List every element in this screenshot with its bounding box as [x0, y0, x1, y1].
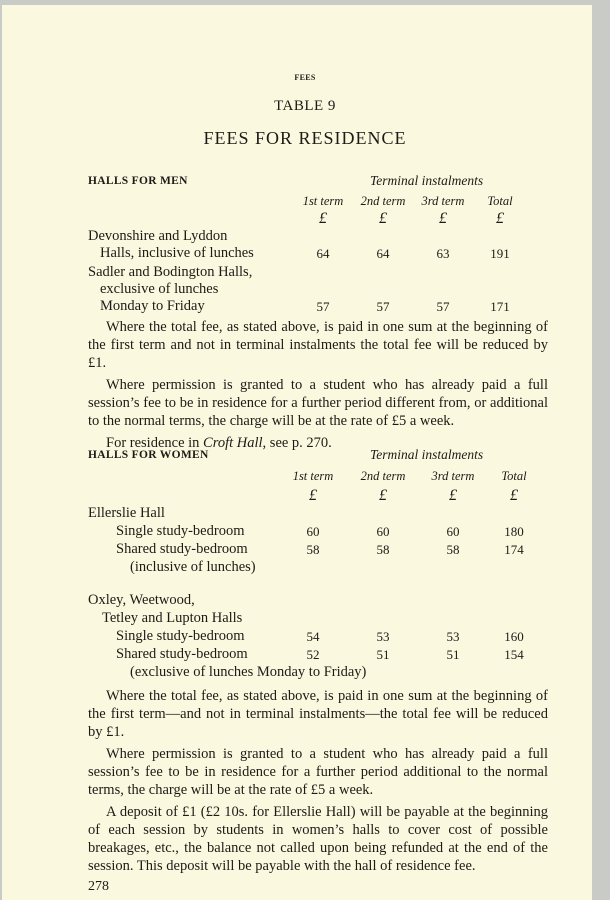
women-note-lump-sum: Where the total fee, as stated above, is paid in one sum at the beginning of the first term—and not in terminal instalments—the total fee will be reduced by £1. [88, 688, 548, 740]
men-row-2-label-line-3: Monday to Friday [100, 298, 205, 314]
ellerslie-single-3rd-term: 60 [446, 524, 460, 539]
table-title: FEES FOR RESIDENCE [203, 128, 407, 148]
running-head: FEES [294, 73, 316, 82]
ellerslie-footnote: (inclusive of lunches) [130, 559, 256, 575]
croft-hall-link: Croft Hall [203, 435, 263, 451]
oxley-group-name-line-2: Tetley and Lupton Halls [102, 610, 243, 626]
oxley-single-label: Single study-bedroom [116, 628, 245, 644]
oxley-shared-2nd-term: 51 [376, 647, 390, 662]
oxley-shared-3rd-term: 51 [446, 647, 460, 662]
men-note-lump-sum: Where the total fee, as stated above, is paid in one sum at the beginning of the first term and not in terminal instalments the total fee will be reduced by £1. [88, 319, 548, 371]
men-row-1-total: 191 [490, 246, 510, 261]
ellerslie-shared-2nd-term: 58 [376, 542, 390, 557]
oxley-single-3rd-term: 53 [446, 629, 460, 644]
ellerslie-single-1st-term: 60 [306, 524, 320, 539]
men-row-2-2nd-term: 57 [376, 299, 390, 314]
men-row-1-1st-term: 64 [316, 246, 330, 261]
men-col-1st-term: 1st term [302, 194, 344, 208]
oxley-single-2nd-term: 53 [376, 629, 390, 644]
men-row-2-label-line-1: Sadler and Bodington Halls, [88, 264, 253, 280]
men-row-1-label-line-1: Devonshire and Lyddon [88, 228, 228, 244]
men-currency-2: £ [379, 210, 387, 227]
men-group-header: Terminal instalments [370, 173, 484, 188]
men-col-total: Total [487, 194, 513, 208]
women-currency-total: £ [510, 487, 518, 504]
oxley-group-name-line-1: Oxley, Weetwood, [88, 592, 195, 608]
oxley-single-total: 160 [504, 629, 524, 644]
ellerslie-shared-label: Shared study-bedroom [116, 541, 248, 557]
men-col-3rd-term: 3rd term [421, 194, 465, 208]
oxley-shared-label: Shared study-bedroom [116, 646, 248, 662]
women-note-extra-residence: Where permission is granted to a student who has already paid a full session’s fee to be in residence for a further period additional to the normal terms, the charge will be at the rate of £5 a week. [88, 746, 548, 798]
men-row-1-label-line-2: Halls, inclusive of lunches [100, 245, 254, 261]
ellerslie-single-2nd-term: 60 [376, 524, 390, 539]
ellerslie-hall-name: Ellerslie Hall [88, 505, 165, 521]
women-currency-2: £ [379, 487, 387, 504]
men-section-heading: HALLS FOR MEN [88, 175, 188, 187]
ellerslie-shared-1st-term: 58 [306, 542, 320, 557]
table-number: TABLE 9 [274, 98, 336, 114]
men-row-2-total: 171 [490, 299, 510, 314]
croft-hall-note: For residence in Croft Hall, see p. 270. [106, 435, 332, 451]
oxley-shared-total: 154 [504, 647, 524, 662]
women-col-2nd-term: 2nd term [360, 469, 406, 483]
women-currency-1: £ [309, 487, 317, 504]
women-group-header: Terminal instalments [370, 447, 484, 462]
ellerslie-shared-total: 174 [504, 542, 524, 557]
women-col-3rd-term: 3rd term [431, 469, 475, 483]
women-col-total: Total [501, 469, 527, 483]
men-col-2nd-term: 2nd term [360, 194, 406, 208]
ellerslie-single-total: 180 [504, 524, 524, 539]
women-col-1st-term: 1st term [292, 469, 334, 483]
men-row-2-3rd-term: 57 [436, 299, 450, 314]
ellerslie-single-label: Single study-bedroom [116, 523, 245, 539]
page-number: 278 [88, 879, 109, 894]
men-currency-3: £ [439, 210, 447, 227]
men-row-2-1st-term: 57 [316, 299, 330, 314]
men-currency-total: £ [496, 210, 504, 227]
oxley-footnote: (exclusive of lunches Monday to Friday) [130, 664, 367, 680]
oxley-shared-1st-term: 52 [306, 647, 320, 662]
men-currency-1: £ [319, 210, 327, 227]
men-row-1-3rd-term: 63 [436, 246, 450, 261]
oxley-single-1st-term: 54 [306, 629, 320, 644]
ellerslie-shared-3rd-term: 58 [446, 542, 460, 557]
men-row-1-2nd-term: 64 [376, 246, 390, 261]
women-note-deposit: A deposit of £1 (£2 10s. for Ellerslie Hall) will be payable at the beginning of each session by students in women’s halls to cover cost of possible breakages, etc., the balance not called upon being refunded at the end of the session. This deposit will be payable with the hall of residence fee. [88, 804, 548, 874]
men-row-2-label-line-2: exclusive of lunches [100, 281, 219, 297]
men-note-extra-residence: Where permission is granted to a student who has already paid a full session’s fee to be in residence for a further period different from, or additional to the normal terms, the charge will be at the rate of £5 a week. [88, 377, 548, 429]
women-section-heading: HALLS FOR WOMEN [88, 449, 209, 461]
women-currency-3: £ [449, 487, 457, 504]
